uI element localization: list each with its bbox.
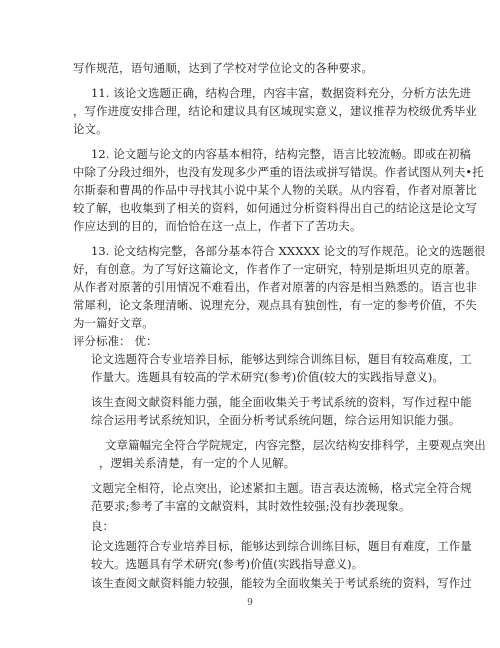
text-line-23: 范要求;参考了丰富的文献资料，其时效性较强;没有抄袭现象。 [91,499,411,513]
text-line-9: 作应达到的目的，而恰恰在这一点上，作者下了苦功夫。 [73,219,362,233]
grade-good-heading: 良： [91,519,115,533]
text-line-22: 文题完全相符，论点突出，论述紧扣主题。语言表达流畅，格式完全符合规 [91,481,472,495]
text-line-19: 综合运用考试系统知识，全面分析考试系统问题，综合运用知识能力强。 [91,413,461,427]
text-line-4: 论文。 [73,122,108,136]
text-line-11: 好，有创意。为了写好这篇论文，作者作了一定研究，特别是斯坦贝克的原著。 [73,262,477,276]
text-line-3: ，写作进度安排合理，结论和建议具有区域现实意义，建议推荐为校级优秀毕业 [73,104,477,118]
text-line-10: 13. 论文结构完整，各部分基本符合 XXXXX 论文的写作规范。论文的选题很 [91,244,486,258]
text-line-27: 该生查阅文献资料能力较强，能较为全面收集关于考试系统的资料，写作过 [91,576,472,590]
text-line-5: 12. 论文题与论文的内容基本相符，结构完整，语言比较流畅。即或在初稿 [91,147,472,161]
text-line-7: 尔斯泰和曹禺的作品中寻找其小说中某个人物的关联。从内容看，作者对原著比 [73,183,477,197]
text-line-1: 写作规范，语句通顺，达到了学校对学位论文的各种要求。 [73,61,374,75]
text-line-8: 较了解，也收集到了相关的资料，如何通过分析资料得出自己的结论这是论文写 [73,201,477,215]
text-line-16: 论文选题符合专业培养目标，能够达到综合训练目标，题目有较高难度，工 [91,352,472,366]
page-number: 9 [247,598,253,608]
text-line-21: ，逻辑关系清楚，有一定的个人见解。 [99,456,296,470]
text-line-20: 文章篇幅完全符合学院规定，内容完整，层次结构安排科学，主要观点突出 [105,438,486,452]
text-line-2: 11. 该论文选题正确，结构合理，内容丰富，数据资料充分，分析方法先进 [91,86,472,100]
text-line-18: 该生查阅文献资料能力强，能全面收集关于考试系统的资料，写作过程中能 [91,395,472,409]
text-line-6: 中除了分段过细外，也没有发现多少严重的语法或拼写错误。作者试图从列夫•托 [73,165,484,179]
text-line-26: 较大。选题具有学术研究(参考)价值(实践指导意义)。 [91,557,364,571]
text-line-13: 常犀利，论文条理清晰、说理充分，观点具有独创性，有一定的参考价值，不失 [73,298,477,312]
grading-criteria-heading: 评分标准： 优： [73,334,158,348]
text-line-17: 作量大。选题具有较高的学术研究(参考)价值(较大的实践指导意义)。 [91,370,445,384]
text-line-12: 从作者对原著的引用情况不难看出，作者对原著的内容是相当熟悉的。语言也非 [73,280,477,294]
text-line-14: 为一篇好文章。 [73,316,154,330]
text-line-25: 论文选题符合专业培养目标，能够达到综合训练目标，题目有难度，工作量 [91,539,472,553]
